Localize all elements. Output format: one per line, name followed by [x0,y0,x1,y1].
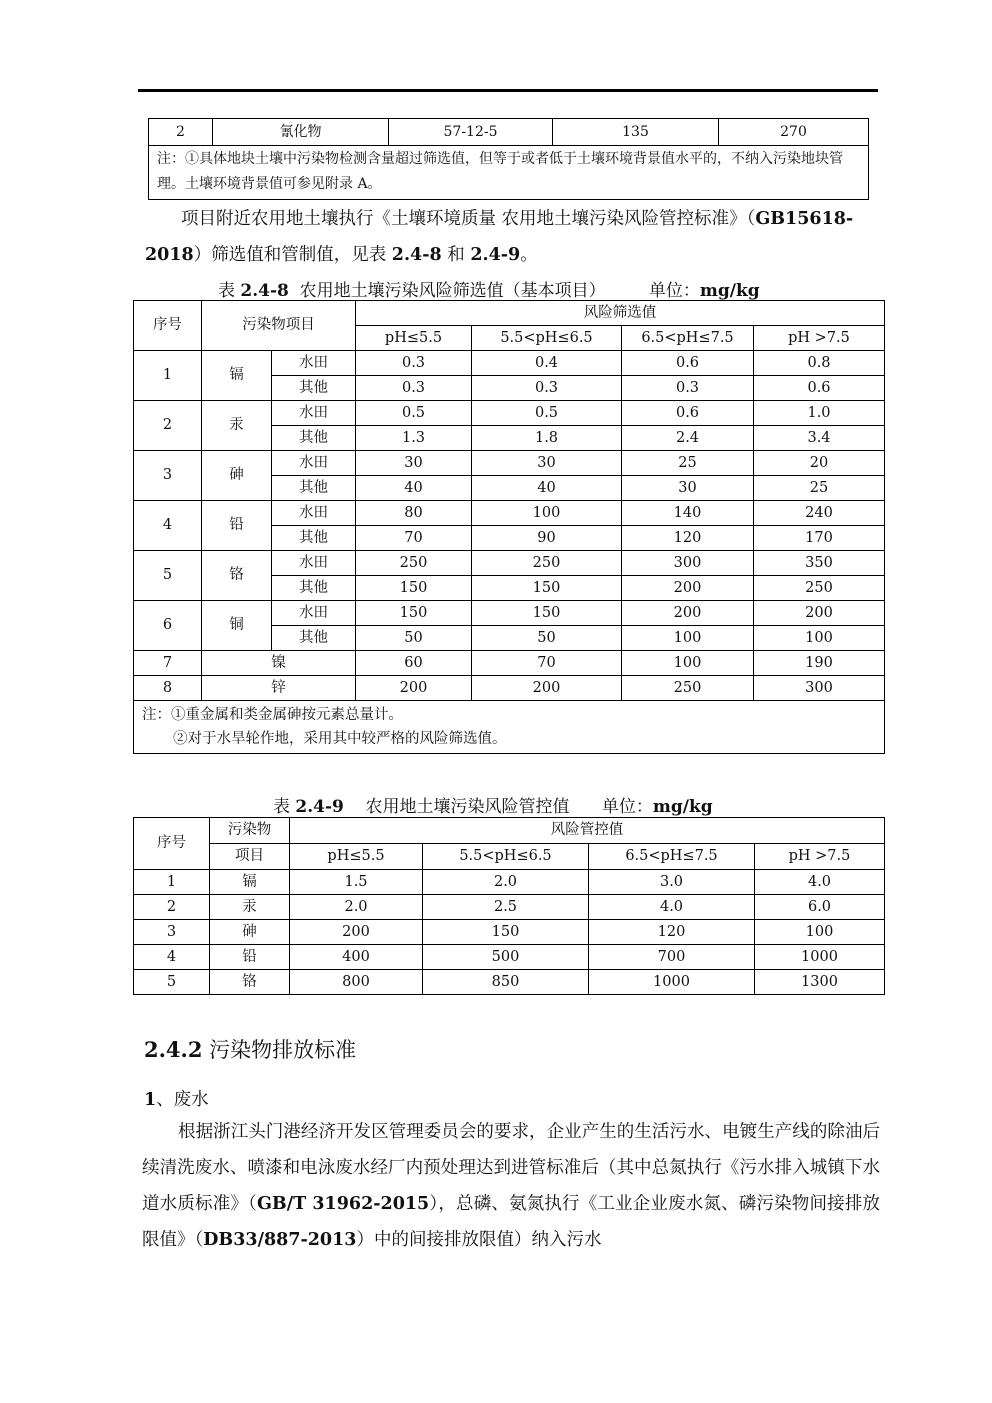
cell-value: 6.0 [755,895,885,920]
cell-value: 100 [755,920,885,945]
cell-value: 1000 [755,945,885,970]
cell-value: 1.8 [472,426,622,451]
cell-no: 5 [134,970,210,995]
table-row [134,501,885,526]
cell-value: 300 [754,676,885,701]
cell-no: 5 [134,551,202,601]
cell-value: 0.5 [472,401,622,426]
table-row [134,676,885,701]
cell-value: 250 [472,551,622,576]
cell-value: 40 [356,476,472,501]
cell-value: 150 [472,601,622,626]
cell-no: 4 [134,945,210,970]
header-ph-3: 6.5<pH≤7.5 [589,844,755,870]
cell-value: 20 [754,451,885,476]
table-row [134,451,885,476]
cell-landuse: 其他 [272,526,356,551]
header-item-1: 污染物 [210,818,290,844]
cell-value: 0.8 [754,351,885,376]
cell-value: 200 [356,676,472,701]
cell-no: 2 [134,895,210,920]
table-row [134,601,885,626]
cell-pollutant: 镉 [210,870,290,895]
header-item: 污染物项目 [202,301,356,351]
cell-value: 150 [356,576,472,601]
table-row [134,401,885,426]
header-rule [138,89,878,92]
table-row [134,920,885,945]
cell-value: 400 [290,945,423,970]
cell-landuse: 其他 [272,576,356,601]
cell-value: 80 [356,501,472,526]
cell-value: 2.0 [290,895,423,920]
cell-landuse: 其他 [272,376,356,401]
cell-value: 240 [754,501,885,526]
cell-pollutant: 汞 [202,401,272,451]
cell-pollutant: 汞 [210,895,290,920]
cell-value: 70 [472,651,622,676]
table-cyanide-fragment [148,118,869,200]
cell-landuse: 水田 [272,601,356,626]
cell-no: 7 [134,651,202,676]
cell-pollutant: 铅 [210,945,290,970]
cell-value: 250 [754,576,885,601]
cell-pollutant: 镍 [202,651,356,676]
cell-value: 800 [290,970,423,995]
cell-value: 90 [472,526,622,551]
table-row [134,351,885,376]
cell-value: 100 [472,501,622,526]
cell-value: 850 [423,970,589,995]
cell-no: 6 [134,601,202,651]
header-ph-1: pH≤5.5 [290,844,423,870]
table-note: 注：①具体地块土壤中污染物检测含量超过筛选值，但等于或者低于土壤环境背景值水平的，不纳入污染地块管理。土壤环境背景值可参见附录 A。 [149,146,869,200]
cell-value: 4.0 [589,895,755,920]
cell-value: 190 [754,651,885,676]
cell-pollutant: 镉 [202,351,272,401]
cell-value: 350 [754,551,885,576]
table-note [134,701,885,754]
cell-value: 1300 [755,970,885,995]
paragraph-wastewater: 根据浙江头门港经济开发区管理委员会的要求，企业产生的生活污水、电镀生产线的除油后续清洗废水、喷漆和电泳废水经厂内预处理达到进管标准后（其中总氮执行《污水排入城镇下水道水质标准》（GB/T 31962-2015），总磷、氨氮执行《工业企业废水氮、磷污染物间接排放限值》（DB33/887-2013）中的间接排放限值）纳入污水 [142,1122,881,1250]
cell-value: 0.3 [356,376,472,401]
cell-value: 1.5 [290,870,423,895]
cell-value: 0.4 [472,351,622,376]
cell-value: 25 [622,451,754,476]
cell-pollutant: 砷 [202,451,272,501]
header-ph-2: 5.5<pH≤6.5 [423,844,589,870]
cell-value: 0.6 [754,376,885,401]
cell-no: 3 [134,920,210,945]
cell-value: 70 [356,526,472,551]
cell-no: 3 [134,451,202,501]
cell-value: 100 [622,651,754,676]
cell-value: 2.0 [423,870,589,895]
cell-value: 200 [754,601,885,626]
cell-value: 500 [423,945,589,970]
table-row [134,651,885,676]
table-row [134,970,885,995]
cell-landuse: 水田 [272,451,356,476]
table-control-values [133,817,885,995]
cell-no: 1 [134,351,202,401]
table-row [134,870,885,895]
cell-value: 3.0 [589,870,755,895]
header-no: 序号 [134,818,210,870]
cell-pollutant: 砷 [210,920,290,945]
cell-value: 1.0 [754,401,885,426]
cell-value: 200 [622,576,754,601]
cell-no: 1 [134,870,210,895]
cell-landuse: 其他 [272,476,356,501]
cell-landuse: 水田 [272,401,356,426]
cell-value: 140 [622,501,754,526]
cell-landuse: 其他 [272,426,356,451]
cell-value: 0.3 [356,351,472,376]
table-caption-2-4-8: 表 2.4-8 农用地土壤污染风险筛选值（基本项目） 单位：mg/kg [218,281,760,301]
cell-pollutant: 铬 [210,970,290,995]
paragraph-soil-standard: 项目附近农用地土壤执行《土壤环境质量 农用地土壤污染风险管控标准》（GB15618-2018）筛选值和管制值，见表 2.4-8 和 2.4-9。 [145,209,854,265]
header-group: 风险管控值 [290,818,885,844]
header-item-2: 项目 [210,844,290,870]
note-line-2: ②对于水旱轮作地，采用其中较严格的风险筛选值。 [173,731,507,747]
cell-value: 200 [622,601,754,626]
header-ph-2: 5.5<pH≤6.5 [472,326,622,351]
cell-value: 150 [423,920,589,945]
cell-value: 120 [589,920,755,945]
cell-value: 0.5 [356,401,472,426]
header-group: 风险筛选值 [356,301,885,326]
cell-no: 8 [134,676,202,701]
cell-value: 1000 [589,970,755,995]
cell-value: 0.6 [622,401,754,426]
cell-value: 30 [472,451,622,476]
cell-value: 700 [589,945,755,970]
header-ph-4: pH >7.5 [754,326,885,351]
cell-value: 40 [472,476,622,501]
cell-value: 2.5 [423,895,589,920]
cell-value: 0.6 [622,351,754,376]
cell-landuse: 水田 [272,551,356,576]
cell-value: 150 [356,601,472,626]
cell-value: 30 [622,476,754,501]
cell-value: 250 [622,676,754,701]
cell-landuse: 水田 [272,351,356,376]
cell-value: 200 [472,676,622,701]
cell-value: 4.0 [755,870,885,895]
note-line-1: 注：①重金属和类金属砷按元素总量计。 [142,707,403,723]
cell-value: 50 [356,626,472,651]
header-ph-1: pH≤5.5 [356,326,472,351]
cell-value: 3.4 [754,426,885,451]
cell-value: 300 [622,551,754,576]
subsection-heading: 1、废水 [144,1090,209,1110]
table-screening-values [133,300,885,754]
cell-pollutant: 锌 [202,676,356,701]
cell-no: 4 [134,501,202,551]
cell-control: 270 [719,119,869,146]
cell-value: 150 [472,576,622,601]
table-caption-2-4-9: 表 2.4-9 农用地土壤污染风险管控值 单位：mg/kg [273,797,713,817]
cell-no: 2 [134,401,202,451]
header-ph-4: pH >7.5 [755,844,885,870]
cell-value: 100 [622,626,754,651]
table-row [134,945,885,970]
cell-value: 1.3 [356,426,472,451]
cell-value: 0.3 [622,376,754,401]
cell-value: 0.3 [472,376,622,401]
cell-value: 50 [472,626,622,651]
table-row [134,551,885,576]
table-row [134,895,885,920]
cell-landuse: 水田 [272,501,356,526]
cell-pollutant: 铬 [202,551,272,601]
section-heading: 2.4.2 污染物排放标准 [144,1037,357,1062]
cell-screen: 135 [553,119,719,146]
cell-landuse: 其他 [272,626,356,651]
cell-value: 30 [356,451,472,476]
cell-value: 2.4 [622,426,754,451]
cell-pollutant: 铅 [202,501,272,551]
header-ph-3: 6.5<pH≤7.5 [622,326,754,351]
header-no: 序号 [134,301,202,351]
table-row [149,119,869,146]
cell-value: 120 [622,526,754,551]
cell-value: 200 [290,920,423,945]
cell-value: 25 [754,476,885,501]
cell-name: 氰化物 [213,119,389,146]
cell-pollutant: 铜 [202,601,272,651]
cell-value: 100 [754,626,885,651]
cell-value: 60 [356,651,472,676]
cell-value: 170 [754,526,885,551]
cell-cas: 57-12-5 [389,119,553,146]
cell-value: 250 [356,551,472,576]
cell-no: 2 [149,119,213,146]
